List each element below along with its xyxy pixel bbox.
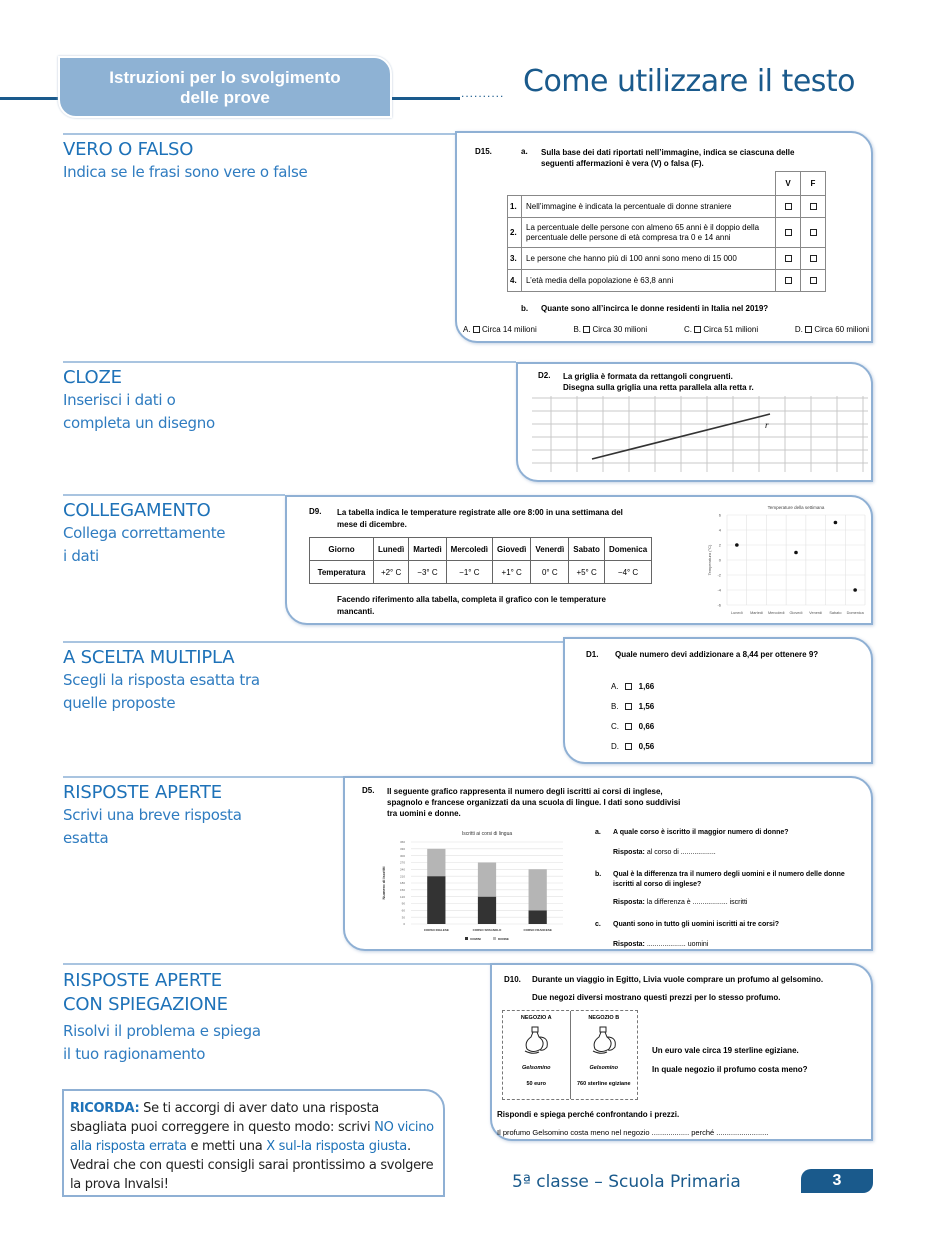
y-tick-label: 120 <box>399 894 405 899</box>
question-text-line2: Due negozi diversi mostrano questi prezzi per lo stesso profumo. <box>532 993 781 1002</box>
checkbox-false[interactable] <box>810 229 817 236</box>
question-d2 <box>516 362 873 482</box>
product-price: 50 euro <box>526 1081 547 1087</box>
desc-line: Risolvi il problema e spiega <box>63 1022 261 1040</box>
legend-label: UOMINI <box>470 937 481 941</box>
table-row <box>508 218 826 248</box>
y-tick-label: 0 <box>403 922 405 927</box>
answer-line[interactable]: Il profumo Gelsomino costa meno nel negozio .................. perché ......................... <box>497 1128 769 1137</box>
desc-line: esatta <box>63 829 109 847</box>
bar-segment-donne <box>427 849 445 876</box>
option-a[interactable]: A. 1,66 <box>611 682 655 691</box>
row-num: 3. <box>508 248 522 270</box>
checkbox-false[interactable] <box>810 277 817 284</box>
section-title-collegamento: COLLEGAMENTO <box>63 500 211 521</box>
legend-label: DONNE <box>498 937 509 941</box>
bar-segment-donne <box>529 869 547 910</box>
desc-line: quelle proposte <box>63 694 176 712</box>
temp-cell: −4° C <box>604 561 651 584</box>
options-list <box>611 677 654 757</box>
x-tick-label: Martedì <box>750 611 764 615</box>
checkbox[interactable] <box>473 326 480 333</box>
option[interactable]: D. Circa 60 milioni <box>794 325 869 334</box>
row-num: 2. <box>508 218 522 248</box>
answer-line-b[interactable]: Risposta: la differenza è .................. iscritti <box>613 899 748 906</box>
question-text <box>387 786 680 819</box>
data-point <box>735 543 739 547</box>
section-title-spiegazione <box>63 969 228 1017</box>
checkbox-true[interactable] <box>785 277 792 284</box>
row-header: Giorno <box>310 538 374 561</box>
title-line: CON SPIEGAZIONE <box>63 994 228 1015</box>
y-tick-label: 2 <box>718 542 721 548</box>
section-title-risposte-aperte: RISPOSTE APERTE <box>63 782 222 803</box>
answer-line-c[interactable]: Risposta: .................... uomini <box>613 941 709 948</box>
checkbox[interactable] <box>625 723 632 730</box>
item-label: a. <box>521 147 528 156</box>
product-price: 760 sterline egiziane <box>577 1081 631 1087</box>
checkbox-false[interactable] <box>810 255 817 262</box>
temp-cell: −1° C <box>446 561 492 584</box>
sub-question-a: a. A quale corso è iscritto il maggior numero di donne? <box>595 829 789 836</box>
table-row <box>310 561 652 584</box>
x-tick-label: Giovedì <box>789 611 803 615</box>
row-text: L’età media della popolazione è 63,8 anni <box>522 270 776 292</box>
question-code: D10. <box>504 975 521 984</box>
shop-a <box>503 1011 571 1099</box>
bar-segment-uomini <box>427 876 445 924</box>
reminder-text: Se ti accorgi di aver dato una risposta sbagliata puoi correggere in questo modo: scrivi <box>70 1101 379 1135</box>
grid-lines <box>532 396 868 472</box>
text-line: Disegna sulla griglia una retta parallela alla retta r. <box>563 383 754 392</box>
y-tick-label: -4 <box>717 587 721 593</box>
y-tick-label: 300 <box>399 853 405 858</box>
table-row <box>508 248 826 270</box>
header-rule-left <box>0 97 60 100</box>
checkbox[interactable] <box>625 743 632 750</box>
chart-title: Iscritti ai corsi di lingua <box>461 831 513 837</box>
reminder-highlight: NO vicino alla risposta errata <box>70 1120 434 1154</box>
day-cell: Giovedì <box>493 538 531 561</box>
shop-b <box>571 1011 638 1099</box>
row-header: Temperatura <box>310 561 374 584</box>
desc-line: Indica se le frasi sono vere o false <box>63 163 308 181</box>
checkbox[interactable] <box>694 326 701 333</box>
desc-line: Scegli la risposta esatta tra <box>63 671 260 689</box>
desc-line: i dati <box>63 547 99 565</box>
section-rule <box>63 133 456 135</box>
text-line: Sulla base dei dati riportati nell’immagine, indica se ciascuna delle <box>541 148 795 157</box>
checkbox-false[interactable] <box>810 203 817 210</box>
x-tick-label: Domenica <box>846 611 864 615</box>
header-rule-mid <box>392 97 460 100</box>
sub-question-b: b. Qual è la differenza tra il numero degli uomini e il numero delle donne iscritti al corso di inglese? <box>595 871 845 888</box>
y-tick-label: 0 <box>718 557 721 563</box>
question-text: Quale numero devi addizionare a 8,44 per ottenere 9? <box>615 650 819 659</box>
text-line: Facendo riferimento alla tabella, completa il grafico con le temperature <box>337 595 606 604</box>
temp-cell: 0° C <box>531 561 569 584</box>
temp-cell: −3° C <box>409 561 446 584</box>
product-name: Gelsomino <box>589 1065 618 1071</box>
bar-segment-donne <box>478 863 496 897</box>
y-tick-label: 150 <box>399 888 405 893</box>
option[interactable]: A. Circa 14 milioni <box>463 325 537 334</box>
question-text <box>563 371 754 393</box>
sub-questions <box>595 828 865 950</box>
y-tick-label: 60 <box>401 908 405 913</box>
sub-question-c: c. Quanti sono in tutto gli uomini iscritti ai tre corsi? <box>595 921 780 928</box>
text-line: mese di dicembre. <box>337 520 407 529</box>
option[interactable]: C. Circa 51 milioni <box>683 325 759 334</box>
text-line: Il seguente grafico rappresenta il numero degli iscritti ai corsi di inglese, <box>387 787 663 796</box>
y-axis-label: Temperatura (°C) <box>707 544 712 576</box>
section-desc-spiegazione <box>63 1020 261 1066</box>
row-text: La percentuale delle persone con almeno 65 anni è il doppio della percentuale delle persone di età compresa tra 0 e 14 anni <box>522 218 776 248</box>
shop-name: NEGOZIO A <box>520 1015 552 1021</box>
line-r-label: r <box>765 420 769 430</box>
day-cell: Lunedì <box>374 538 409 561</box>
row-text: Nell’immagine è indicata la percentuale di donne straniere <box>522 196 776 218</box>
section-rule <box>63 776 343 778</box>
section-desc-collegamento <box>63 522 225 568</box>
header-tab <box>58 56 392 118</box>
x-tick-label: CORSO INGLESE <box>423 928 449 932</box>
section-desc-scelta-multipla <box>63 669 260 715</box>
col-header-v: V <box>776 172 801 196</box>
true-false-table <box>507 171 826 292</box>
table-row <box>310 538 652 561</box>
question-code: D15. <box>475 147 492 156</box>
data-point <box>834 521 838 525</box>
section-desc-vero-falso <box>63 161 307 184</box>
y-axis-label: Numero di iscritti <box>381 866 386 900</box>
question-d10 <box>490 963 873 1141</box>
day-cell: Martedì <box>409 538 446 561</box>
temp-cell: +5° C <box>569 561 605 584</box>
data-point <box>853 588 857 592</box>
legend-swatch <box>465 937 468 940</box>
checkbox[interactable] <box>625 703 632 710</box>
text-line: La tabella indica le temperature registrate alle ore 8:00 in una settimana del <box>337 508 623 517</box>
day-cell: Domenica <box>604 538 651 561</box>
grid-drawing[interactable] <box>532 396 868 474</box>
question-code: D1. <box>586 650 599 659</box>
perfume-bottle-icon <box>521 1025 551 1057</box>
checkbox-true[interactable] <box>785 229 792 236</box>
section-title-scelta-multipla: A SCELTA MULTIPLA <box>63 647 235 668</box>
header-tab-line2: delle prove <box>180 88 270 107</box>
desc-line: completa un disegno <box>63 414 215 432</box>
x-tick-label: Venerdì <box>809 611 823 615</box>
table-row <box>508 270 826 292</box>
text-line: spagnolo e francese organizzati da una scuola di lingue. I dati sono suddivisi <box>387 798 681 807</box>
blank-cell <box>508 172 776 196</box>
y-tick-label: 30 <box>401 915 405 920</box>
x-tick-label: CORSO SPAGNOLO <box>472 928 502 932</box>
temperature-chart[interactable] <box>705 501 870 621</box>
perfume-bottle-icon <box>589 1025 619 1057</box>
reminder-text: e metti una <box>186 1139 267 1154</box>
question-d15 <box>455 131 873 343</box>
x-tick-label: Lunedì <box>731 611 743 615</box>
col-header-f: F <box>801 172 826 196</box>
text-line: La griglia è formata da rettangoli congruenti. <box>563 372 733 381</box>
y-tick-label: 330 <box>399 847 405 852</box>
section-rule <box>63 361 516 363</box>
item-label: b. <box>521 304 529 313</box>
text-line: mancanti. <box>337 607 375 616</box>
enrollment-bar-chart[interactable] <box>373 828 573 948</box>
item-text: Quante sono all’incirca le donne residenti in Italia nel 2019? <box>541 304 769 313</box>
y-tick-label: 90 <box>401 901 405 906</box>
bar-segment-uomini <box>478 897 496 924</box>
text-line: seguenti affermazioni è vera (V) o falsa (F). <box>541 159 704 168</box>
option-b[interactable]: B. 1,56 <box>611 702 655 711</box>
desc-line: Collega correttamente <box>63 524 226 542</box>
y-tick-label: 270 <box>399 860 405 865</box>
reminder-label: RICORDA: <box>70 1101 140 1116</box>
row-num: 4. <box>508 270 522 292</box>
reminder-highlight: X sul-la risposta giusta <box>266 1139 407 1154</box>
question-d1 <box>563 637 873 764</box>
y-tick-label: 6 <box>718 512 721 518</box>
temp-cell: +2° C <box>374 561 409 584</box>
product-name: Gelsomino <box>522 1065 551 1071</box>
question-d5 <box>343 776 873 951</box>
x-tick-label: CORSO FRANCESE <box>523 928 552 932</box>
day-cell: Mercoledì <box>446 538 492 561</box>
table-row <box>508 196 826 218</box>
question-code: D9. <box>309 507 322 516</box>
y-tick-label: 210 <box>399 874 405 879</box>
y-tick-label: 180 <box>399 881 405 886</box>
desc-line: il tuo ragionamento <box>63 1045 206 1063</box>
legend-swatch <box>493 937 496 940</box>
checkbox-true[interactable] <box>785 203 792 210</box>
reminder-box <box>62 1089 445 1197</box>
shops-figure <box>502 1010 638 1100</box>
checkbox[interactable] <box>583 326 590 333</box>
section-rule <box>63 641 563 643</box>
section-title-cloze: CLOZE <box>63 367 122 388</box>
question-text-line1: Durante un viaggio in Egitto, Livia vuole comprare un profumo al gelsomino. <box>532 975 824 984</box>
row-text: Le persone che hanno più di 100 anni sono meno di 15 000 <box>522 248 776 270</box>
instruction: Rispondi e spiega perché confrontando i prezzi. <box>497 1110 680 1119</box>
footer-class-label: 5ª classe – Scuola Primaria <box>512 1172 741 1192</box>
question-footer <box>337 594 689 618</box>
question-text <box>337 507 623 531</box>
text-line: tra uomini e donne. <box>387 809 461 818</box>
y-tick-label: -6 <box>717 602 721 608</box>
info-question: In quale negozio il profumo costa meno? <box>652 1065 808 1074</box>
day-cell: Sabato <box>569 538 605 561</box>
reminder-text: . Vedrai che con questi consigli sarai prontissimo a svolgere la prova Invalsi! <box>70 1139 434 1192</box>
section-title-vero-falso: VERO O FALSO <box>63 139 194 160</box>
option[interactable]: B. Circa 30 milioni <box>573 325 648 334</box>
page-title: Come utilizzare il testo <box>523 64 856 99</box>
bar-segment-uomini <box>529 910 547 924</box>
answer-line-a[interactable]: Risposta: al corso di .................. <box>613 849 716 856</box>
desc-line: Scrivi una breve risposta <box>63 806 242 824</box>
checkbox[interactable] <box>805 326 812 333</box>
row-num: 1. <box>508 196 522 218</box>
section-desc-cloze <box>63 389 215 435</box>
y-tick-label: -2 <box>717 572 721 578</box>
y-tick-label: 240 <box>399 867 405 872</box>
header-dots: .......... <box>461 86 505 100</box>
option-d[interactable]: D. 0,56 <box>611 742 655 751</box>
section-rule <box>63 494 285 496</box>
y-tick-label: 360 <box>399 840 405 845</box>
option-c[interactable]: C. 0,66 <box>611 722 655 731</box>
x-tick-label: Mercoledì <box>767 611 785 615</box>
x-tick-label: Sabato <box>829 611 842 615</box>
title-line: RISPOSTE APERTE <box>63 970 222 991</box>
info-exchange-rate: Un euro vale circa 19 sterline egiziane. <box>652 1046 799 1055</box>
item-text <box>541 147 851 169</box>
temp-cell: +1° C <box>493 561 531 584</box>
header-tab-line1: Istruzioni per lo svolgimento <box>109 68 341 87</box>
temperature-table <box>309 537 652 584</box>
multiple-choice-options <box>463 325 869 334</box>
checkbox[interactable] <box>625 683 632 690</box>
desc-line: Inserisci i dati o <box>63 391 176 409</box>
data-point <box>794 551 798 555</box>
day-cell: Venerdì <box>531 538 569 561</box>
chart-title: Temperature della settimana <box>767 505 825 510</box>
section-rule <box>63 963 496 965</box>
checkbox-true[interactable] <box>785 255 792 262</box>
y-tick-label: 4 <box>718 527 721 533</box>
question-code: D5. <box>362 786 375 795</box>
page-number: 3 <box>801 1169 873 1193</box>
question-code: D2. <box>538 371 551 380</box>
shop-name: NEGOZIO B <box>588 1015 620 1021</box>
section-desc-risposte-aperte <box>63 804 242 850</box>
question-d9 <box>285 495 873 625</box>
